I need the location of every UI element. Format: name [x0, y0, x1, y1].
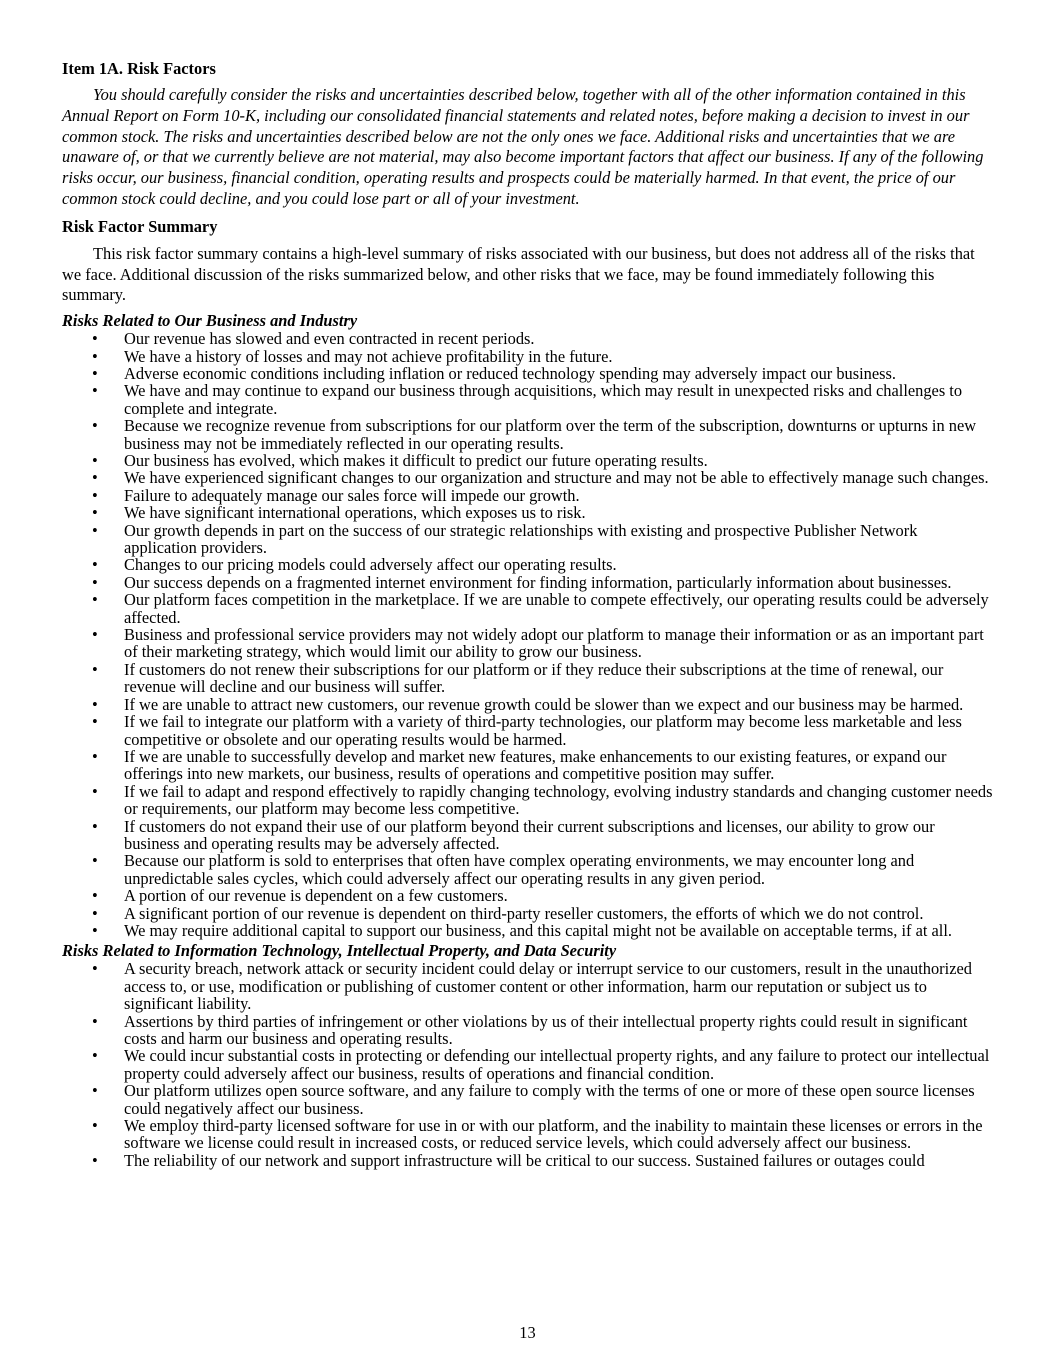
risk-list-item: [62, 382, 994, 417]
intro-paragraph: You should carefully consider the risks and uncertainties described below, together with all of the other information contained in this Annual Report on Form 10-K, including our consolidated financial statements and related notes, before making a decision to invest in our common stock. The risks and uncertainties described below are not the only ones we face. Additional risks and uncertainties that we are unaware of, or that we currently believe are not material, may also become important factors that affect our business. If any of the following risks occur, our business, financial condition, operating results and prospects could be materially harmed. In that event, the price of our common stock could decline, and you could lose part or all of your investment.: [62, 85, 984, 208]
bullet-icon: •: [92, 1081, 98, 1101]
risk-item-text: We have a history of losses and may not achieve profitability in the future.: [124, 346, 613, 366]
risk-sections: [62, 312, 994, 1169]
risk-list-item: [62, 1117, 994, 1152]
risk-item-text: Our platform utilizes open source software, and any failure to comply with the terms of one or more of these open source licenses could negatively affect our business.: [124, 1081, 975, 1118]
risk-list-item: [62, 574, 994, 591]
risk-list: [62, 960, 994, 1169]
bullet-icon: •: [92, 329, 98, 349]
risk-item-text: Assertions by third parties of infringement or other violations by us of their intellectual property rights could result in significant costs and harm our business and operating results.: [124, 1011, 968, 1049]
risk-list-item: [62, 905, 994, 922]
bullet-icon: •: [92, 851, 98, 871]
risk-item-text: We have and may continue to expand our business through acquisitions, which may result in unexpected risks and challenges to complete and integrate.: [124, 381, 963, 418]
risk-item-text: Failure to adequately manage our sales force will impede our growth.: [124, 485, 580, 505]
risk-list-item: [62, 852, 994, 887]
risk-item-text: Because our platform is sold to enterprises that often have complex operating environments, we may encounter long and unpredictable sales cycles, which could adversely affect our operating results in any given period.: [124, 851, 915, 888]
risk-list-item: [62, 522, 994, 557]
risk-section-title: Risks Related to Our Business and Industry: [62, 311, 358, 331]
risk-list-item: [62, 504, 994, 521]
bullet-icon: •: [92, 520, 98, 540]
summary-paragraph: This risk factor summary contains a high-level summary of risks associated with our business, but does not address all of the risks that we face. Additional discussion of the risks summarized below, and other risks that we face, may be found immediately following this summary.: [62, 243, 975, 305]
risk-list-item: [62, 960, 994, 1012]
bullet-icon: •: [92, 363, 98, 383]
risk-list-item: [62, 1152, 994, 1169]
risk-item-text: If we are unable to attract new customers, our revenue growth could be slower than we expect and our business may be harmed.: [124, 694, 964, 714]
bullet-icon: •: [92, 503, 98, 523]
bullet-icon: •: [92, 712, 98, 732]
bullet-icon: •: [92, 485, 98, 505]
risk-item-text: Business and professional service providers may not widely adopt our platform to manage their information or as an important part of their marketing strategy, which would limit our ability to grow our business.: [124, 625, 984, 662]
risk-item-text: We have experienced significant changes to our organization and structure and may not be able to effectively manage such changes.: [124, 468, 989, 488]
risk-list-item: [62, 348, 994, 365]
bullet-icon: •: [92, 416, 98, 436]
risk-list-item: [62, 487, 994, 504]
bullet-icon: •: [92, 920, 98, 940]
bullet-icon: •: [92, 694, 98, 714]
risk-item-text: Our revenue has slowed and even contracted in recent periods.: [124, 329, 535, 349]
risk-item-text: We have significant international operations, which exposes us to risk.: [124, 503, 586, 523]
bullet-icon: •: [92, 1150, 98, 1170]
risk-list-item: [62, 330, 994, 347]
bullet-icon: •: [92, 781, 98, 801]
bullet-icon: •: [92, 346, 98, 366]
item-heading: Item 1A. Risk Factors: [62, 59, 216, 78]
risk-item-text: A portion of our revenue is dependent on a few customers.: [124, 886, 508, 906]
risk-list-item: [62, 591, 994, 626]
bullet-icon: •: [92, 959, 98, 979]
bullet-icon: •: [92, 381, 98, 401]
risk-section-title: Risks Related to Information Technology, Intellectual Property, and Data Security: [62, 941, 617, 961]
risk-list-item: [62, 556, 994, 573]
risk-list-item: [62, 748, 994, 783]
risk-item-text: Our growth depends in part on the success of our strategic relationships with existing and prospective Publisher Network application providers.: [124, 520, 918, 558]
risk-item-text: If we fail to integrate our platform with a variety of third-party technologies, our platform may become less marketable and less competitive or obsolete and our operating results would be harmed.: [124, 712, 962, 749]
bullet-icon: •: [92, 816, 98, 836]
risk-item-text: If we fail to adapt and respond effectively to rapidly changing technology, evolving industry standards and changing customer needs or requirements, our platform may become less competitive.: [124, 781, 993, 819]
risk-item-text: Changes to our pricing models could adversely affect our operating results.: [124, 555, 617, 575]
bullet-icon: •: [92, 572, 98, 592]
risk-item-text: The reliability of our network and support infrastructure will be critical to our success. Sustained failures or outages could: [124, 1150, 925, 1170]
risk-list-item: [62, 887, 994, 904]
bullet-icon: •: [92, 1046, 98, 1066]
bullet-icon: •: [92, 451, 98, 471]
summary-heading: Risk Factor Summary: [62, 216, 218, 236]
risk-list-item: [62, 713, 994, 748]
risk-item-text: If we are unable to successfully develop and market new features, make enhancements to our existing features, or expand our offerings into new markets, our business, results of operations and competitive position may suffer.: [124, 746, 947, 784]
bullet-icon: •: [92, 468, 98, 488]
risk-item-text: We employ third-party licensed software for use in or with our platform, and the inability to maintain these licenses or errors in the software we license could result in increased costs, or reduced service levels, which could adversely affect our business.: [124, 1116, 983, 1153]
bullet-icon: •: [92, 659, 98, 679]
risk-list-item: [62, 1013, 994, 1048]
bullet-icon: •: [92, 746, 98, 766]
bullet-icon: •: [92, 886, 98, 906]
risk-list-item: [62, 469, 994, 486]
risk-item-text: A significant portion of our revenue is dependent on third-party reseller customers, the efforts of which we do not control.: [124, 903, 924, 923]
bullet-icon: •: [92, 1011, 98, 1031]
risk-item-text: A security breach, network attack or security incident could delay or interrupt service to our customers, result in the unauthorized access to, or use, modification or publishing of customer content or other information, harm our reputation or subject us to significant liability.: [124, 959, 972, 1014]
bullet-icon: •: [92, 903, 98, 923]
risk-list-item: [62, 818, 994, 853]
risk-list-item: [62, 1082, 994, 1117]
risk-list-item: [62, 452, 994, 469]
risk-item-text: Our platform faces competition in the marketplace. If we are unable to compete effectively, our operating results could be adversely affected.: [124, 590, 989, 627]
risk-list: [62, 330, 994, 939]
risk-item-text: Our business has evolved, which makes it difficult to predict our future operating results.: [124, 451, 708, 471]
risk-list-item: [62, 365, 994, 382]
bullet-icon: •: [92, 590, 98, 610]
bullet-icon: •: [92, 625, 98, 645]
risk-list-item: [62, 783, 994, 818]
risk-item-text: We could incur substantial costs in protecting or defending our intellectual property rights, and any failure to protect our intellectual property could adversely affect our business, results of operations and financial condition.: [124, 1046, 990, 1083]
risk-item-text: Because we recognize revenue from subscriptions for our platform over the term of the subscription, downturns or upturns in new business may not be immediately reflected in our operating results.: [124, 416, 977, 453]
risk-list-item: [62, 626, 994, 661]
risk-list-item: [62, 661, 994, 696]
risk-item-text: We may require additional capital to support our business, and this capital might not be available on acceptable terms, if at all.: [124, 920, 952, 940]
risk-item-text: If customers do not expand their use of our platform beyond their current subscriptions and licenses, our ability to grow our business and operating results may be adversely affected.: [124, 816, 935, 853]
risk-item-text: Our success depends on a fragmented internet environment for finding information, particularly information about businesses.: [124, 572, 952, 592]
risk-list-item: [62, 1047, 994, 1082]
risk-item-text: If customers do not renew their subscriptions for our platform or if they reduce their subscriptions at the time of renewal, our revenue will decline and our business will suffer.: [124, 659, 944, 697]
document-page: [62, 59, 994, 1172]
page-number: 13: [519, 1323, 536, 1342]
risk-list-item: [62, 417, 994, 452]
risk-list-item: [62, 922, 994, 939]
bullet-icon: •: [92, 555, 98, 575]
bullet-icon: •: [92, 1116, 98, 1136]
risk-list-item: [62, 696, 994, 713]
risk-item-text: Adverse economic conditions including inflation or reduced technology spending may adversely impact our business.: [124, 363, 896, 383]
